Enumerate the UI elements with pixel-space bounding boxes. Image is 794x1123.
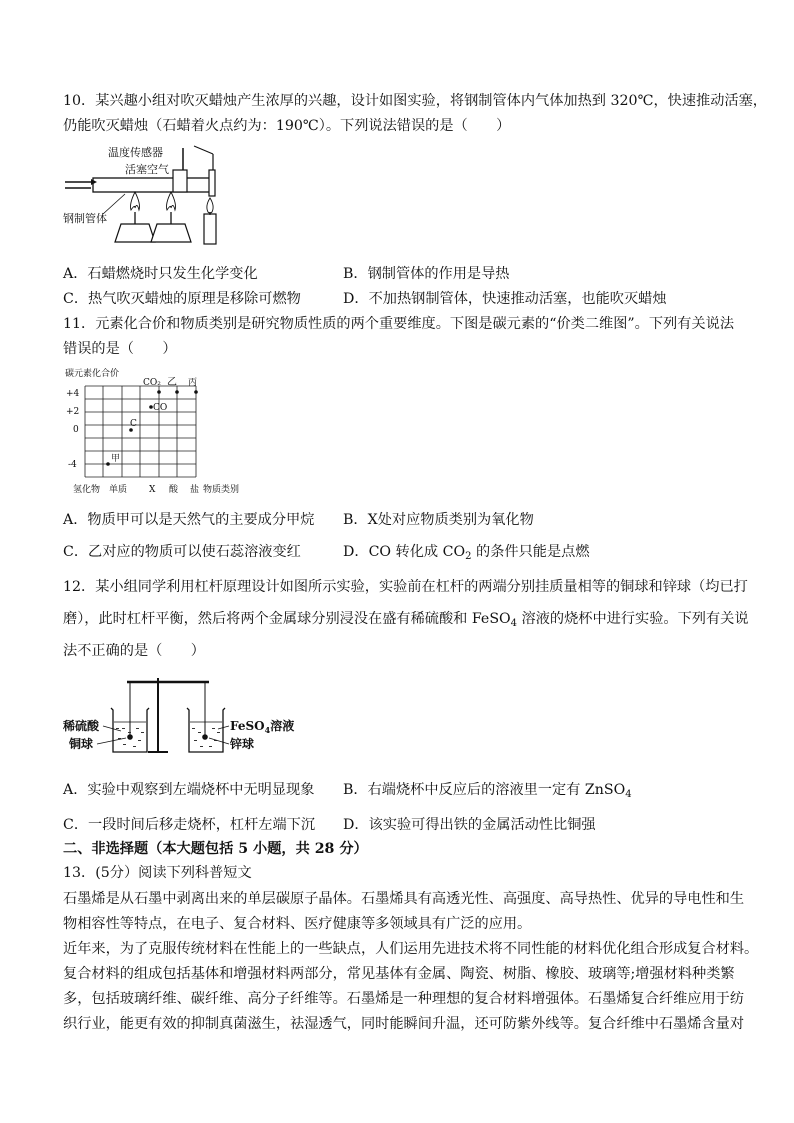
q11-xtick-element: 单质: [109, 485, 128, 495]
q12-label-feso4: [230, 718, 294, 735]
q12-label-feso4-pre: FeSO: [230, 719, 265, 733]
q10-option-d: D．不加热钢制管体，快速推动活塞，也能吹灭蜡烛: [343, 291, 667, 307]
q13-para-line6: 织行业，能更有效的抑制真菌滋生，祛湿透气，同时能瞬间升温，还可防紫外线等。复合纤维中石墨烯含量对: [63, 1016, 745, 1032]
q11-point-co2: [157, 390, 161, 394]
q12-stem-line2-sub: 4: [510, 618, 518, 629]
q11-option-d-sub: 2: [465, 551, 472, 562]
q11-label-bing: 丙: [188, 378, 198, 388]
q11-label-co: CO: [153, 403, 168, 413]
q10-option-b: B．钢制管体的作用是导热: [343, 266, 510, 282]
q10-stem-line2: 仍能吹灭蜡烛（石蜡着火点约为：190℃）。下列说法错误的是（ ）: [63, 118, 511, 134]
q10-label-piston: 活塞空气: [125, 163, 169, 176]
q13-para-line4: 复合材料的组成包括基体和增强材料两部分，常见基体有金属、陶瓷、树脂、橡胶、玻璃等;增强材料种类繁: [63, 966, 735, 982]
q12-stem-line2-pre: 磨），此时杠杆平衡，然后将两个金属球分别浸没在盛有稀硫酸和 FeSO: [63, 611, 511, 627]
q11-point-jia: [106, 462, 110, 466]
q12-stem-line3: 法不正确的是（ ）: [63, 643, 205, 659]
section2-title: 二、非选择题（本大题包括 5 小题，共 28 分）: [63, 841, 368, 857]
q11-ytick-minus4: -4: [68, 460, 77, 470]
q12-option-b-sub: 4: [625, 789, 632, 800]
q10-label-tube: 钢制管体: [63, 212, 107, 225]
q11-ytick-zero: 0: [73, 425, 79, 435]
q11-option-b: B．X处对应物质类别为氧化物: [343, 512, 534, 528]
q11-label-yi: 乙: [167, 377, 177, 388]
q11-ylabel: 碳元素化合价: [65, 369, 120, 379]
q13-head: 13．(5分）阅读下列科普短文: [63, 865, 252, 881]
q11-valence-class-diagram: [63, 364, 253, 499]
q13-para-line5: 多，包括玻璃纤维、碳纤维、高分子纤维等。石墨烯是一种理想的复合材料增强体。石墨烯复合纤维应用于纺: [63, 991, 745, 1007]
q11-xtick-x: X: [149, 485, 156, 495]
q12-stem-line2-post: 溶液的烧杯中进行实验。下列有关说: [517, 611, 749, 627]
q11-option-d-pre: D．CO 转化成 CO: [343, 544, 466, 560]
q11-option-d: [343, 542, 590, 567]
q12-option-c: C．一段时间后移走烧杯，杠杆左端下沉: [63, 817, 316, 833]
q13-para-line2: 物相容性等特点，在电子、复合材料、医疗健康等多领域具有广泛的应用。: [63, 916, 532, 932]
q11-ytick-plus4: +4: [66, 389, 80, 399]
q11-option-c: C．乙对应的物质可以使石蕊溶液变红: [63, 544, 301, 560]
q11-option-d-post: 的条件只能是点燃: [471, 544, 590, 560]
q12-lever-figure: [63, 674, 303, 760]
q12-stem-line2: [63, 609, 749, 634]
q11-xtick-hydride: 氢化物: [73, 485, 101, 495]
q10-label-sensor: 温度传感器: [108, 146, 163, 159]
q10-option-a: A．石蜡燃烧时只发生化学变化: [63, 266, 258, 282]
q10-option-c: C．热气吹灭蜡烛的原理是移除可燃物: [63, 291, 301, 307]
q11-stem-line2: 错误的是（ ）: [63, 341, 177, 357]
q11-label-c: C: [130, 419, 137, 429]
q12-stem-line1: 12．某小组同学利用杠杆原理设计如图所示实验，实验前在杠杆的两端分别挂质量相等的铜球和锌球（均已打: [63, 579, 748, 595]
q11-xtick-salt: 盐: [190, 485, 200, 495]
q11-point-bing: [194, 390, 198, 394]
q11-option-a: A．物质甲可以是天然气的主要成分甲烷: [63, 512, 315, 528]
q11-label-jia: 甲: [111, 454, 121, 464]
q13-para-line1: 石墨烯是从石墨中剥离出来的单层碳原子晶体。石墨烯具有高透光性、高强度、高导热性、优异的导电性和生: [63, 891, 745, 907]
q13-para-line3: 近年来，为了克服传统材料在性能上的一些缺点，人们运用先进技术将不同性能的材料优化组合形成复合材料。: [63, 941, 759, 957]
q11-label-co2: CO₂: [143, 378, 161, 388]
q12-label-feso4-sub: 4: [264, 725, 271, 735]
q11-point-yi: [175, 390, 179, 394]
q12-option-d: D．该实验可得出铁的金属活动性比铜强: [343, 817, 596, 833]
q11-xtick-acid: 酸: [169, 485, 179, 495]
q10-stem-line1: 10．某兴趣小组对吹灭蜡烛产生浓厚的兴趣，设计如图实验，将钢制管体内气体加热到 320℃，快速推动活塞，: [63, 93, 767, 109]
q10-apparatus-figure: [63, 142, 228, 252]
q11-ytick-plus2: +2: [66, 407, 80, 417]
q12-label-acid: 稀硫酸: [63, 719, 100, 733]
q12-option-b: [343, 780, 632, 805]
q11-xlabel: 物质类别: [203, 485, 240, 495]
q12-option-b-pre: B．右端烧杯中反应后的溶液里一定有 ZnSO: [343, 782, 626, 798]
q12-label-zn: 锌球: [230, 737, 255, 751]
q12-label-feso4-post: 溶液: [270, 719, 295, 733]
q12-option-a: A．实验中观察到左端烧杯中无明显现象: [63, 782, 315, 798]
q11-stem-line1: 11．元素化合价和物质类别是研究物质性质的两个重要维度。下图是碳元素的“价类二维图”。下列有关说法: [63, 316, 735, 332]
q12-label-cu: 铜球: [69, 737, 94, 751]
